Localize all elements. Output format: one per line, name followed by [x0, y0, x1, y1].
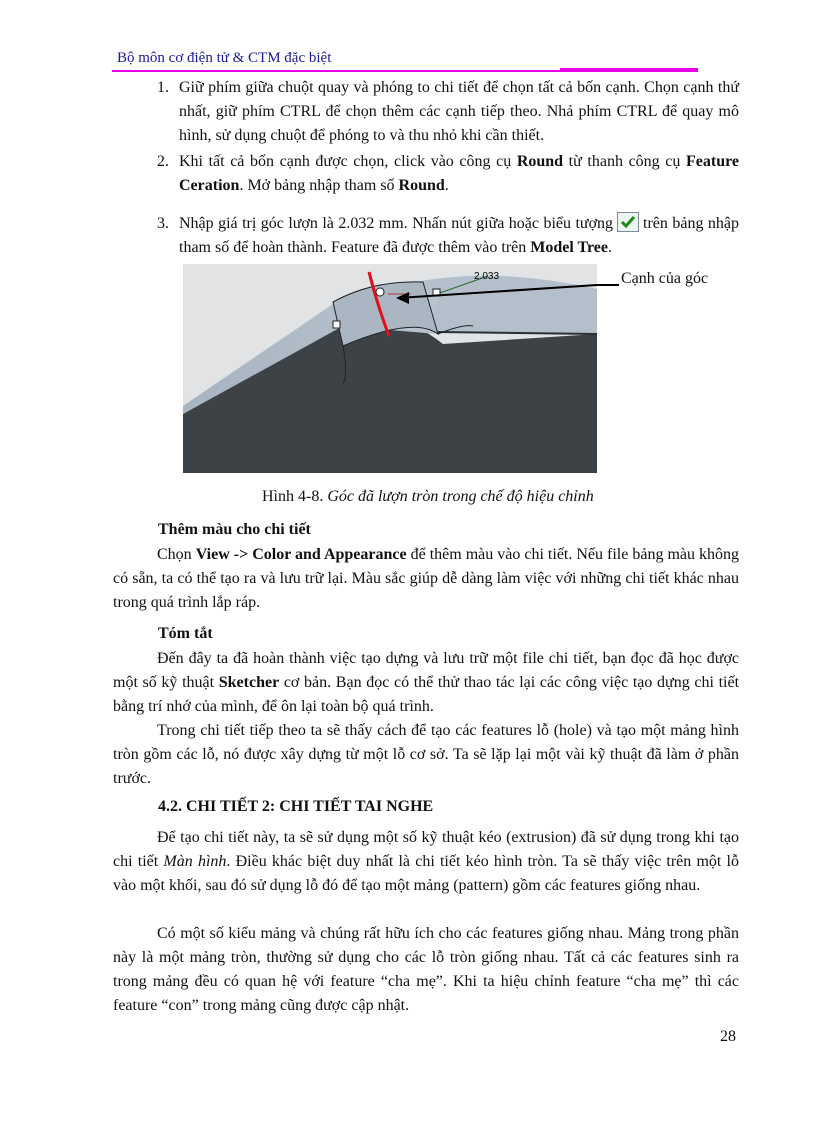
color-section-title: Thêm màu cho chi tiết: [158, 521, 311, 538]
step-number: 2.: [157, 153, 169, 170]
section-paragraph-1: Để tạo chi tiết này, ta sẽ sử dụng một số kỹ thuật kéo (extrusion) đã sử dụng trong khi tạo chi tiết Màn hình. Điều khác biệt duy nhất là chi tiết kéo hình tròn. Ta sẽ thấy việc trên một lỗ vào một khối, sau đó sử dụng lỗ đó để tạo một mảng (pattern) gồm các features giống nhau.: [113, 829, 739, 894]
callout-leader: [597, 284, 619, 286]
page-number: 28: [720, 1028, 736, 1045]
section-heading: 4.2. CHI TIẾT 2: CHI TIẾT TAI NGHE: [158, 798, 434, 815]
color-section-paragraph: Chọn View -> Color and Appearance để thêm màu vào chi tiết. Nếu file bảng màu không có sẵn, ta có thể tạo ra và lưu trữ lại. Màu sắc giúp dễ dàng làm việc với những chi tiết khác nhau trong quá trình lắp ráp.: [113, 546, 740, 611]
dimension-label: 2.033: [474, 271, 500, 282]
figure-rounded-edge: [183, 264, 597, 473]
step-1: [157, 76, 739, 148]
checkmark-icon: [617, 212, 639, 232]
step-number: 3.: [157, 215, 169, 232]
step-text: Giữ phím giữa chuột quay và phóng to chi tiết để chọn tất cả bốn cạnh. Chọn cạnh thứ nhất, giữ phím CTRL để chọn thêm các cạnh tiếp theo. Nhả phím CTRL để quay mô hình, sử dụng chuột để phóng to và thu nhỏ khi cần thiết.: [179, 79, 739, 144]
step-text: Nhập giá trị góc lượn là 2.032 mm. Nhấn nút giữa hoặc biểu tượng trên bảng nhập tham số để hoàn thành. Feature đã được thêm vào trên Model Tree.: [179, 212, 739, 260]
header-rule-accent: [560, 68, 698, 71]
step-2: [157, 150, 739, 198]
figure-callout: Cạnh của góc: [621, 270, 709, 287]
summary-paragraph-2: Trong chi tiết tiếp theo ta sẽ thấy cách để tạo các features lỗ (hole) và tạo một mảng hình tròn gồm các lỗ, nó được xây dựng từ một lỗ cơ sở. Ta sẽ lặp lại một vài kỹ thuật đã làm ở phần trước.: [113, 722, 739, 787]
step-3: [157, 212, 739, 260]
section-paragraph-2: Có một số kiểu mảng và chúng rất hữu ích cho các features giống nhau. Mảng trong phần này là một mảng tròn, thường sử dụng cho các lỗ tròn giống nhau. Tất cả các features sinh ra trong mảng đều có quan hệ với feature “cha mẹ”. Khi ta hiệu chỉnh feature “cha mẹ” thì các feature “con” trong mảng cũng được cập nhật.: [113, 925, 739, 1014]
step-text: Khi tất cả bốn cạnh được chọn, click vào công cụ Round từ thanh công cụ Feature Ceration. Mở bảng nhập tham số Round.: [179, 153, 739, 194]
running-header: Bộ môn cơ điện tử & CTM đặc biệt: [117, 50, 332, 66]
figure-caption: Hình 4-8. Góc đã lượn tròn trong chế độ hiệu chỉnh: [262, 488, 594, 505]
step-number: 1.: [157, 79, 169, 96]
summary-paragraph-1: Đến đây ta đã hoàn thành việc tạo dựng và lưu trữ một file chi tiết, bạn đọc đã học được một số kỹ thuật Sketcher cơ bản. Bạn đọc có thể thử thao tác lại các công việc tạo dựng chi tiết bằng trí nhớ của mình, để ôn lại toàn bộ quá trình.: [113, 650, 740, 715]
summary-title: Tóm tắt: [158, 625, 213, 642]
